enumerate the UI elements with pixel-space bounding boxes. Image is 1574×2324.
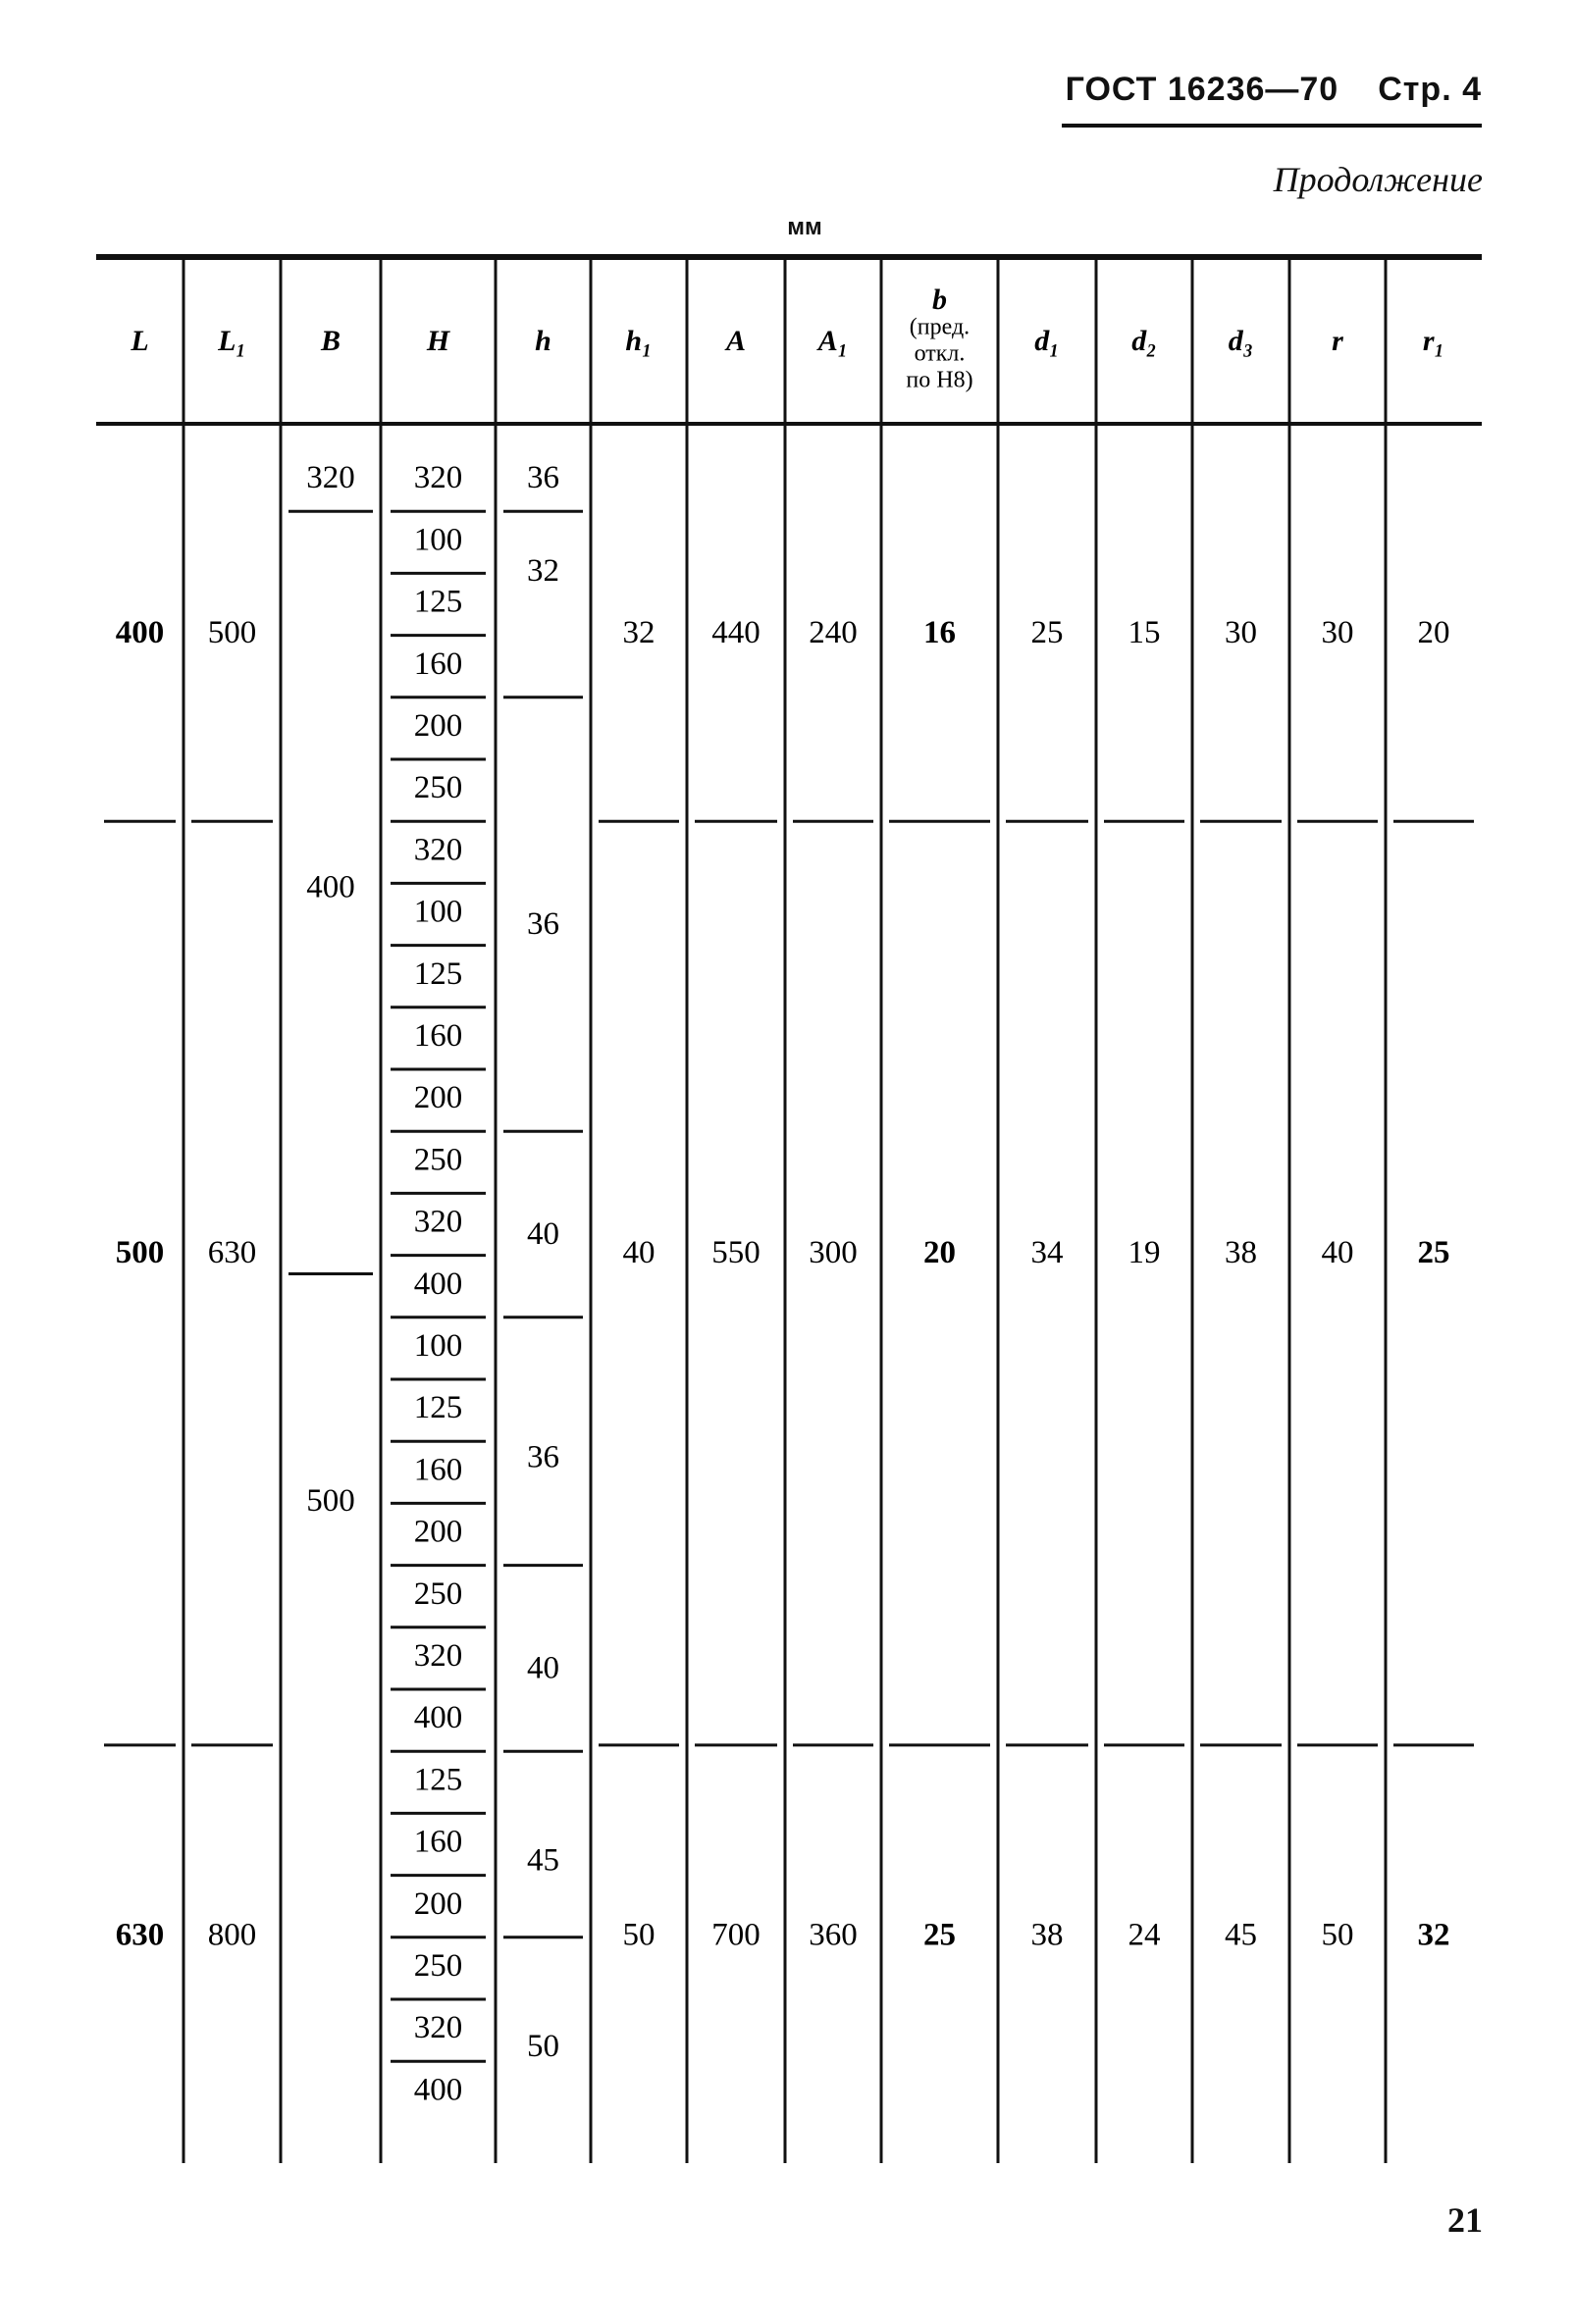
continuation-label: Продолжение [1273, 160, 1483, 199]
header-b-line: (пред. [909, 314, 971, 340]
unit-label: мм [787, 214, 822, 240]
page-number: 21 [1447, 2200, 1483, 2240]
value-d2: 24 [1128, 1917, 1161, 1953]
header-d3: d₃ [1228, 324, 1254, 357]
value-r: 30 [1321, 615, 1354, 651]
value-H: 160 [413, 1452, 463, 1488]
value-H: 200 [413, 1080, 463, 1116]
value-H: 200 [413, 1885, 463, 1922]
value-h: 36 [527, 906, 559, 943]
value-H: 400 [413, 1265, 463, 1302]
value-h1: 40 [622, 1235, 656, 1271]
value-d2: 15 [1128, 615, 1161, 651]
value-d1: 34 [1030, 1235, 1064, 1271]
value-H: 125 [413, 955, 463, 992]
standard-number: ГОСТ 16236—70 [1065, 71, 1339, 108]
header-d2: d₂ [1131, 324, 1157, 357]
value-r: 40 [1321, 1235, 1354, 1271]
value-h: 40 [527, 1216, 559, 1253]
value-H: 320 [413, 1637, 463, 1674]
value-L1: 500 [207, 615, 257, 651]
value-L: 630 [115, 1917, 165, 1953]
header-H: H [426, 324, 450, 357]
header-r: r [1332, 324, 1343, 357]
value-d3: 45 [1225, 1917, 1257, 1953]
page-reference: Стр. 4 [1378, 71, 1482, 108]
value-r1: 25 [1417, 1235, 1450, 1271]
value-B: 320 [306, 460, 355, 496]
header-d1: d₁ [1034, 324, 1060, 357]
value-r1: 20 [1417, 615, 1450, 651]
value-H: 125 [413, 1762, 463, 1798]
value-H: 250 [413, 1142, 463, 1178]
value-H: 250 [413, 770, 463, 806]
header-B: B [320, 324, 341, 357]
value-A1: 360 [809, 1917, 858, 1953]
header-b-line: по H8) [906, 367, 973, 393]
value-h: 45 [527, 1842, 559, 1879]
value-L: 500 [115, 1235, 165, 1271]
value-H: 125 [413, 1390, 463, 1426]
value-H: 100 [413, 894, 463, 930]
value-d2: 19 [1128, 1235, 1161, 1271]
value-H: 160 [413, 1824, 463, 1860]
value-H: 250 [413, 1575, 463, 1612]
value-h: 36 [527, 460, 559, 496]
value-H: 100 [413, 1327, 463, 1364]
value-H: 400 [413, 1700, 463, 1736]
header-b-line: b [932, 283, 947, 316]
value-h: 36 [527, 1439, 559, 1475]
value-H: 200 [413, 1514, 463, 1550]
value-H: 160 [413, 646, 463, 682]
value-B: 400 [306, 869, 355, 905]
value-h: 32 [527, 552, 559, 589]
header-L: L [131, 324, 149, 357]
value-L1: 630 [207, 1235, 257, 1271]
value-L: 400 [115, 615, 165, 651]
header-L1: L₁ [218, 324, 246, 357]
header-h1: h₁ [625, 324, 653, 357]
header-A: A [725, 324, 747, 357]
value-B: 500 [306, 1482, 355, 1519]
value-b: 16 [923, 615, 956, 651]
value-h: 40 [527, 1650, 559, 1686]
value-d3: 38 [1225, 1235, 1257, 1271]
header-b-line: откл. [914, 340, 966, 367]
value-h1: 50 [622, 1917, 656, 1953]
value-H: 200 [413, 707, 463, 744]
value-A: 550 [711, 1235, 761, 1271]
value-b: 25 [923, 1917, 956, 1953]
value-h1: 32 [622, 615, 656, 651]
value-A: 700 [711, 1917, 761, 1953]
value-d1: 25 [1030, 615, 1064, 651]
value-H: 250 [413, 1947, 463, 1984]
value-d1: 38 [1030, 1917, 1064, 1953]
value-d3: 30 [1225, 615, 1257, 651]
value-H: 160 [413, 1017, 463, 1054]
header-h: h [535, 324, 551, 357]
value-A: 440 [711, 615, 761, 651]
value-r1: 32 [1417, 1917, 1450, 1953]
value-L1: 800 [207, 1917, 257, 1953]
value-r: 50 [1321, 1917, 1354, 1953]
value-H: 400 [413, 2072, 463, 2108]
value-H: 125 [413, 584, 463, 620]
header-A1: A₁ [817, 324, 849, 357]
value-H: 320 [413, 460, 463, 496]
value-H: 320 [413, 832, 463, 868]
value-H: 100 [413, 522, 463, 558]
value-H: 320 [413, 1204, 463, 1240]
value-A1: 240 [809, 615, 858, 651]
value-h: 50 [527, 2029, 559, 2065]
value-b: 20 [923, 1235, 956, 1271]
value-H: 320 [413, 2010, 463, 2046]
value-A1: 300 [809, 1235, 858, 1271]
header-r1: r₁ [1422, 324, 1445, 357]
